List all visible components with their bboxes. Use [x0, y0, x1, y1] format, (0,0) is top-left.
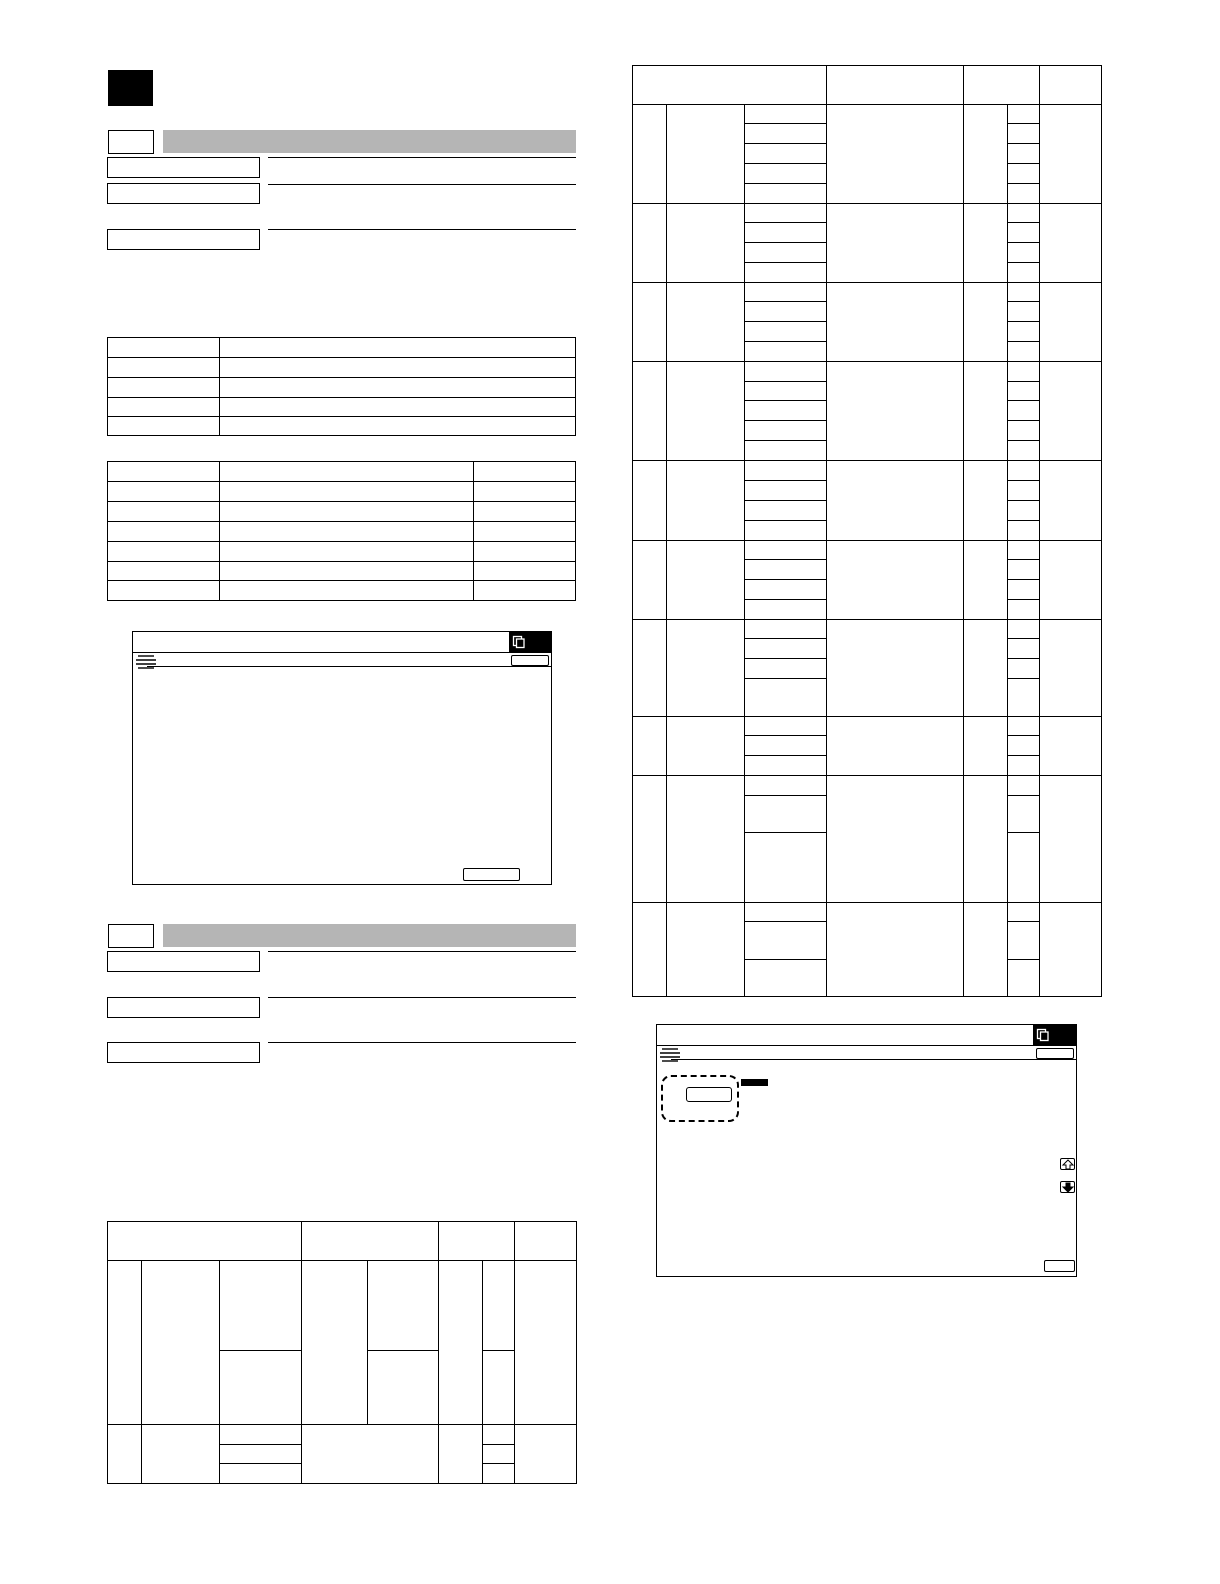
table-row-line [1007, 638, 1039, 639]
up-arrow-icon [1063, 1160, 1073, 1169]
table-row-line [108, 377, 575, 378]
table-row-line [744, 262, 826, 263]
table-divider [141, 1260, 142, 1483]
table-row-line [744, 183, 826, 184]
table-group-line [633, 460, 1101, 461]
selected-tag [741, 1079, 768, 1086]
table-divider [367, 1260, 368, 1424]
table-row-line [108, 357, 575, 358]
table-row-line [108, 541, 575, 542]
table-row-line [1007, 123, 1039, 124]
table-row-line [744, 321, 826, 322]
table-row-line [744, 420, 826, 421]
table-row-line [744, 400, 826, 401]
table-row-line [108, 501, 575, 502]
table-row-line [1007, 559, 1039, 560]
table-row-line [1007, 262, 1039, 263]
scroll-down-button[interactable] [1060, 1181, 1075, 1193]
table-row-line [1007, 222, 1039, 223]
section-title-bar [163, 130, 576, 153]
table-row-line [1007, 579, 1039, 580]
table-row-line [744, 795, 826, 796]
section-number-box [108, 924, 154, 948]
panel-ok-button[interactable] [463, 868, 520, 881]
field-label-box [107, 1042, 260, 1063]
table-row-line [219, 1463, 301, 1464]
field-rule [268, 184, 576, 185]
table-row-line [1007, 440, 1039, 441]
table-row-line [108, 521, 575, 522]
table-two-column [107, 337, 576, 436]
table-row-line [1007, 832, 1039, 833]
table-row-line [1007, 959, 1039, 960]
table-row-line [744, 381, 826, 382]
table-row-line [108, 481, 575, 482]
table-divider [1007, 104, 1008, 996]
table-group-line [633, 775, 1101, 776]
panel-small-button[interactable] [511, 655, 549, 666]
copy-icon [1037, 1029, 1049, 1041]
copy-mode-tab[interactable] [1033, 1025, 1076, 1045]
table-divider [744, 104, 745, 996]
copy-mode-tab[interactable] [509, 632, 551, 652]
table-row-line [219, 1444, 301, 1445]
table-row-line [1007, 143, 1039, 144]
table-row-line [744, 959, 826, 960]
table-row-line [108, 580, 575, 581]
panel-subheader-rule [147, 666, 551, 667]
screen-panel [656, 1024, 1077, 1277]
table-row-line [1007, 341, 1039, 342]
table-header-line [108, 1260, 576, 1261]
table-divider [1039, 66, 1040, 996]
table-row-line [1007, 381, 1039, 382]
table-divider [963, 66, 964, 996]
table-row-line [744, 143, 826, 144]
table-group-line [633, 282, 1101, 283]
table-divider [514, 1222, 515, 1483]
table-group-line [633, 361, 1101, 362]
panel-title-rule [133, 652, 551, 653]
table-row-line [1007, 735, 1039, 736]
table-row-line [1007, 480, 1039, 481]
table-row-line [108, 416, 575, 417]
table-row-line [1007, 420, 1039, 421]
table-group-line [633, 540, 1101, 541]
panel-small-button[interactable] [1036, 1048, 1074, 1059]
table-three-column [107, 461, 576, 601]
section-number-box [108, 130, 154, 154]
value-input[interactable] [686, 1087, 732, 1102]
table-row-line [744, 638, 826, 639]
table-row-line [744, 921, 826, 922]
table-row-line [744, 755, 826, 756]
table-row-line [1007, 321, 1039, 322]
table-row-line [1007, 755, 1039, 756]
table-divider [219, 338, 220, 435]
table-group-line [633, 203, 1101, 204]
table-divider [301, 1222, 302, 1483]
table-row-line [1007, 795, 1039, 796]
copy-icon [513, 636, 525, 648]
section-title-bar [163, 924, 576, 947]
menu-lines-icon[interactable] [660, 1047, 680, 1063]
table-row-line [744, 735, 826, 736]
table-row-line [744, 163, 826, 164]
table-row-line [1007, 163, 1039, 164]
table-settings-right [632, 65, 1102, 997]
table-row-line [1007, 500, 1039, 501]
table-settings-left [107, 1221, 577, 1484]
table-row-line [744, 301, 826, 302]
table-row-line [482, 1463, 514, 1464]
table-divider [219, 1260, 220, 1483]
table-row-line [1007, 658, 1039, 659]
table-row-line [1007, 921, 1039, 922]
panel-ok-button[interactable] [1044, 1260, 1075, 1272]
field-rule [268, 157, 576, 158]
field-label-box [107, 157, 260, 178]
field-label-box [107, 951, 260, 972]
table-divider [666, 104, 667, 996]
field-label-box [107, 229, 260, 250]
down-arrow-icon [1063, 1183, 1073, 1192]
table-row-line [744, 242, 826, 243]
panel-title-rule [657, 1045, 1076, 1046]
table-row-line [1007, 599, 1039, 600]
screen-panel [132, 631, 552, 885]
panel-subheader-rule [671, 1059, 1076, 1060]
field-label-box [107, 183, 260, 204]
table-row-line [108, 397, 575, 398]
table-group-line [633, 619, 1101, 620]
table-row-line [482, 1350, 514, 1351]
table-row-line [744, 440, 826, 441]
table-row-line [744, 832, 826, 833]
table-row-line [744, 658, 826, 659]
table-row-line [744, 520, 826, 521]
table-row-line [744, 500, 826, 501]
table-row-line [744, 480, 826, 481]
table-row-line [744, 123, 826, 124]
field-rule [268, 1042, 576, 1043]
table-divider [482, 1260, 483, 1483]
table-row-line [744, 678, 826, 679]
table-row-line [744, 579, 826, 580]
table-row-line [1007, 183, 1039, 184]
table-row-line [1007, 400, 1039, 401]
table-row-line [1007, 242, 1039, 243]
field-label-box [107, 997, 260, 1018]
field-rule [268, 951, 576, 952]
table-row-line [1007, 520, 1039, 521]
chapter-marker [108, 70, 153, 106]
table-row-line [1007, 301, 1039, 302]
menu-lines-icon[interactable] [136, 654, 156, 670]
table-header-line [633, 104, 1101, 105]
table-row-line [744, 599, 826, 600]
table-row-line [108, 1424, 576, 1425]
table-row-line [108, 561, 575, 562]
table-row-line [219, 1350, 301, 1351]
scroll-up-button[interactable] [1060, 1158, 1075, 1170]
table-group-line [633, 902, 1101, 903]
table-row-line [367, 1350, 438, 1351]
table-group-line [633, 716, 1101, 717]
table-divider [826, 66, 827, 996]
table-row-line [744, 559, 826, 560]
table-row-line [482, 1444, 514, 1445]
table-row-line [1007, 678, 1039, 679]
field-rule [268, 229, 576, 230]
table-divider [438, 1222, 439, 1483]
field-rule [268, 997, 576, 998]
table-row-line [744, 341, 826, 342]
table-row-line [744, 222, 826, 223]
